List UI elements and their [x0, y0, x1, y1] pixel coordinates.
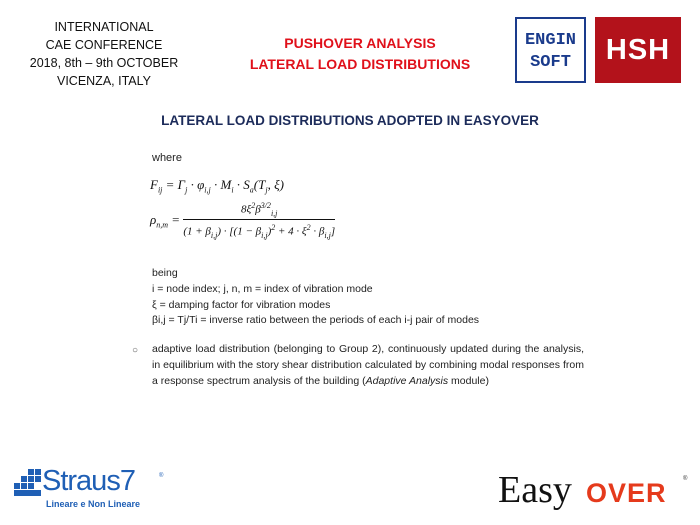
bullet-text: adaptive load distribution (belonging to Group 2), continuously updated during the analysis, in equilibrium with the story shear distribution calculated by combining modal responses from a response spectrum analysis of the building (	[152, 343, 584, 387]
definitions	[152, 266, 479, 329]
conference-info	[14, 18, 194, 90]
hsh-logo: HSH	[595, 17, 681, 83]
bullet-paragraph	[152, 341, 584, 389]
definition-line: being	[152, 267, 178, 279]
conference-line: INTERNATIONAL	[54, 20, 154, 34]
title-line: LATERAL LOAD DISTRIBUTIONS	[249, 56, 471, 72]
correlation-fraction: $\frac{8\xi^2\beta^{3/2}_{i,j}}{(1 + \beta_{i,j}) \cdot [(1 - \beta_{i,j})^2 + 4 \cdot \xi^2 \cdot \beta_{i,j}]}$	[183, 200, 336, 241]
registered-mark: ®	[683, 476, 688, 482]
slide-title	[220, 33, 500, 75]
conference-line: VICENZA, ITALY	[56, 74, 151, 88]
correlation-formula: $\rho_{n,m}$ = $\frac{8\xi^2\beta^{3/2}_{i,j}}{(1 + \beta_{i,j}) \cdot [(1 - \beta_{i,j})^2 + 4 \cdot \xi^2 \cdot \beta_{i,j}]}$	[150, 200, 336, 241]
enginsoft-logo	[515, 17, 586, 83]
enginsoft-logo-line2: SOFT	[530, 53, 571, 72]
easyover-wordmark-over: OVER	[586, 478, 667, 508]
straus7-tagline: Lineare e Non Lineare	[46, 499, 141, 509]
bullet-icon: ○	[132, 345, 139, 356]
straus7-logo	[14, 465, 164, 515]
straus7-grid-icon	[14, 469, 42, 497]
conference-line: CAE CONFERENCE	[45, 38, 163, 52]
definition-line: βi,j = Tj/Ti = inverse ratio between the periods of each i-j pair of modes	[152, 314, 480, 327]
where-label: where	[152, 152, 182, 164]
easyover-wordmark-easy: Easy	[498, 469, 572, 511]
straus7-wordmark: Straus7	[42, 465, 135, 497]
force-formula: $F_{ij} = \Gamma_j \cdot \varphi_{i,j} \cdot M_i \cdot S_a(T_j$, ξ)	[150, 177, 284, 195]
enginsoft-logo-line1: ENGIN	[524, 31, 576, 50]
bullet-module-name: Adaptive Analysis	[365, 375, 449, 387]
conference-line: 2018, 8th – 9th OCTOBER	[29, 56, 179, 70]
section-heading: LATERAL LOAD DISTRIBUTIONS ADOPTED IN EASYOVER	[161, 113, 539, 128]
bullet-tail: module)	[448, 375, 489, 387]
easyover-logo	[498, 468, 694, 512]
definition-line: ξ = damping factor for vibration modes	[152, 298, 331, 311]
definition-line: i = node index; j, n, m = index of vibration mode	[152, 282, 373, 295]
registered-mark: ®	[159, 473, 164, 479]
formula-block	[150, 177, 335, 240]
title-line: PUSHOVER ANALYSIS	[284, 35, 436, 51]
